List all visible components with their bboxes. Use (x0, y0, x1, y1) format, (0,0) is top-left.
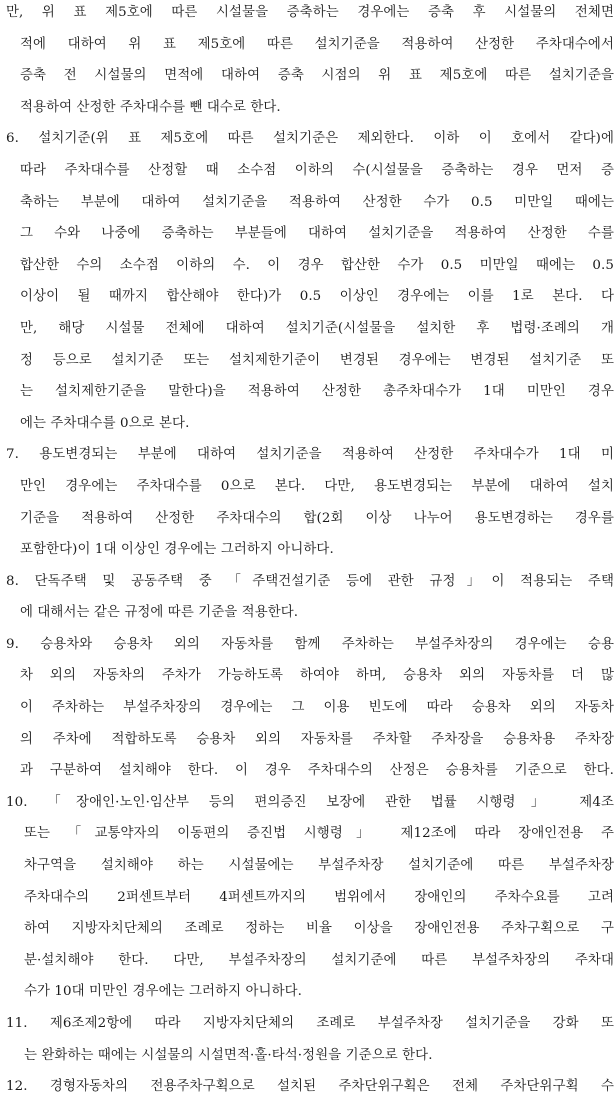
text-line: 차 외의 자동차의 주차가 가능하도록 하여야 하며, 승용차 외의 자동차를 더 많 (20, 668, 614, 684)
list-item-9 (0, 629, 616, 787)
lead-paragraph (0, 0, 616, 123)
text-line: 증축 전 시설물의 면적에 대하여 증축 시점의 위 표 제5호에 따른 설치기준을 (20, 68, 614, 84)
text-line: 8. 단독주택 및 공동주택 중 「주택건설기준 등에 관한 규정」이 적용되는 주택 (6, 573, 614, 589)
text-line: 만, 위 표 제5호에 따른 시설물을 증축하는 경우에는 증축 후 시설물의 전체면 (6, 5, 614, 20)
text-line: 10. 「장애인·노인·임산부 등의 편의증진 보장에 관한 법률 시행령」 제4조 (6, 794, 614, 810)
text-line: 는 설치제한기준을 말한다)을 적용하여 산정한 총주차대수가 1대 미만인 경우 (20, 384, 614, 400)
text-line: 정 등으로 설치기준 또는 설치제한기준이 변경된 경우에는 변경된 설치기준 또 (20, 352, 614, 368)
list-item-8 (0, 566, 616, 629)
text-line: 9. 승용차와 승용차 외의 자동차를 함께 주차하는 부설주차장의 경우에는 승용 (6, 636, 614, 652)
text-line: 하여 지방자치단체의 조례로 정하는 비율 이상을 장애인전용 주차구획으로 구 (24, 921, 614, 937)
text-line: 또는 「교통약자의 이동편의 증진법 시행령」 제12조에 따라 장애인전용 주 (24, 826, 614, 842)
text-line: 합산한 수의 소수점 이하의 수. 이 경우 합산한 수가 0.5 미만일 때에는 0.5 (20, 257, 614, 273)
text-line: 11. 제6조제2항에 따라 지방자치단체의 조례로 부설주차장 설치기준을 강화 또 (6, 1016, 614, 1031)
text-line: 그 수와 나중에 증축하는 부분들에 대하여 설치기준을 적용하여 산정한 수를 (20, 226, 614, 242)
list-item-12 (0, 1071, 616, 1103)
text-line: 이상이 될 때까지 합산해야 한다)가 0.5 이상인 경우에는 이를 1로 본다. 다 (20, 289, 614, 305)
text-line: 7. 용도변경되는 부분에 대하여 설치기준을 적용하여 산정한 주차대수가 1대 미 (6, 447, 614, 463)
text-line: 만인 경우에는 주차대수를 0으로 본다. 다만, 용도변경되는 부분에 대하여 설치 (20, 478, 614, 494)
list-item-7 (0, 439, 616, 565)
text-line: 따라 주차대수를 산정할 때 소수점 이하의 수(시설물을 증축하는 경우 먼저 증 (20, 162, 614, 178)
text-line: 에는 주차대수를 0으로 본다. (20, 415, 190, 431)
text-line: 포함한다)이 1대 이상인 경우에는 그러하지 아니하다. (20, 542, 334, 558)
text-line: 는 완화하는 때에는 시설물의 시설면적·홀·타석·정원을 기준으로 한다. (24, 1047, 433, 1063)
text-line: 수가 10대 미만인 경우에는 그러하지 아니하다. (24, 984, 303, 1000)
text-line: 이 주차하는 부설주차장의 경우에는 그 이용 빈도에 따라 승용차 외의 자동차 (20, 700, 614, 716)
text-line: 의 주차에 적합하도록 승용차 외의 자동차를 주차할 주차장을 승용차용 주차장 (20, 731, 614, 747)
text-line: 분·설치해야 한다. 다만, 부설주차장의 설치기준에 따른 부설주차장의 주차대 (24, 952, 614, 968)
text-line: 적에 대하여 위 표 제5호에 따른 설치기준을 적용하여 산정한 주차대수에서 (20, 36, 614, 52)
text-line: 에 대해서는 같은 규정에 따른 기준을 적용한다. (20, 605, 299, 621)
text-line: 축하는 부분에 대하여 설치기준을 적용하여 산정한 수가 0.5 미만일 때에는 (20, 194, 614, 210)
text-line: 주차대수의 2퍼센트부터 4퍼센트까지의 범위에서 장애인의 주차수요를 고려 (24, 889, 614, 905)
text-line: 12. 경형자동차의 전용주차구획으로 설치된 주차단위구획은 전체 주차단위구획 수 (6, 1079, 614, 1095)
text-line: 만, 해당 시설물 전체에 대하여 설치기준(시설물을 설치한 후 법령·조례의 개 (20, 320, 614, 336)
list-item-11 (0, 1008, 616, 1071)
text-line: 기준을 적용하여 산정한 주차대수의 합(2회 이상 나누어 용도변경하는 경우를 (20, 510, 614, 526)
text-line: 6. 설치기준(위 표 제5호에 따른 설치기준은 제외한다. 이하 이 호에서 같다)에 (6, 131, 614, 147)
list-item-10 (0, 787, 616, 1008)
text-line: 적용하여 산정한 주차대수를 뺀 대수로 한다. (20, 99, 281, 115)
list-item-6 (0, 123, 616, 439)
text-line: 과 구분하여 설치해야 한다. 이 경우 주차대수의 산정은 승용차를 기준으로 한다. (20, 763, 614, 779)
text-line: 차구역을 설치해야 하는 시설물에는 부설주차장 설치기준에 따른 부설주차장 (24, 858, 614, 874)
